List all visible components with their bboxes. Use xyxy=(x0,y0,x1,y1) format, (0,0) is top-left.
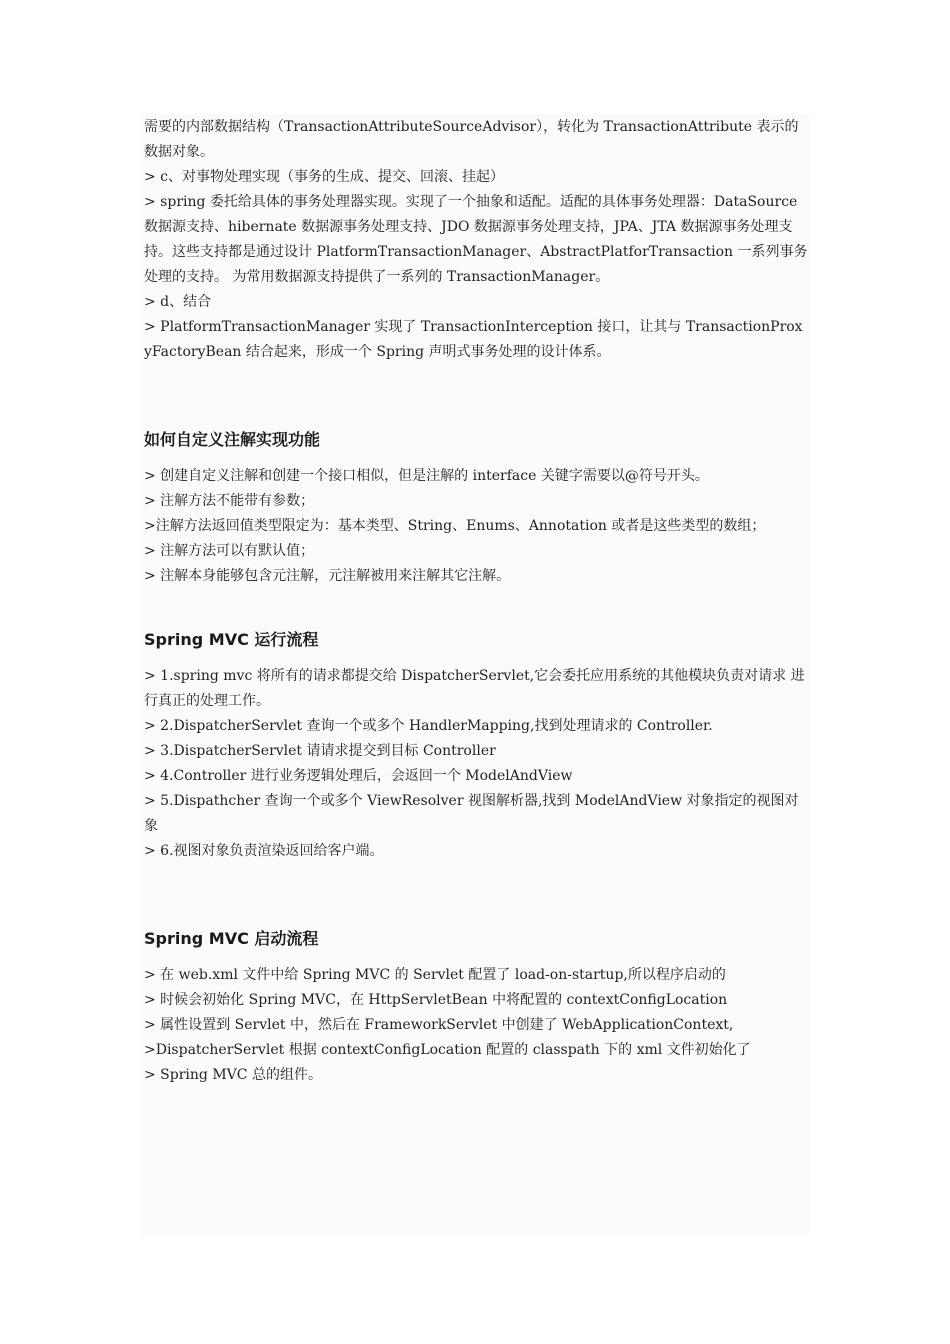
paragraph: > 6.视图对象负责渲染返回给客户端。 xyxy=(144,843,384,859)
paragraph: > PlatformTransactionManager 实现了 TransactionInterception 接口，让其与 TransactionProxyFactoryBean 结合起来，形成一个 Spring 声明式事务处理的设计体系。 xyxy=(144,319,803,360)
paragraph: >注解方法返回值类型限定为：基本类型、String、Enums、Annotation 或者是这些类型的数组； xyxy=(144,518,766,534)
section-heading: Spring MVC 启动流程 xyxy=(144,929,319,948)
section-mvc-start xyxy=(144,926,810,1088)
spacer xyxy=(144,951,810,963)
paragraph: > d、结合 xyxy=(144,294,212,310)
spacer xyxy=(144,864,810,926)
spacer xyxy=(144,452,810,464)
spacer xyxy=(144,589,810,627)
paragraph: > c、对事物处理实现（事务的生成、提交、回滚、挂起） xyxy=(144,169,505,185)
document-content xyxy=(144,115,810,1088)
spacer xyxy=(144,365,810,427)
paragraph: 需要的内部数据结构（TransactionAttributeSourceAdvisor），转化为 TransactionAttribute 表示的数据对象。 xyxy=(144,119,799,160)
paragraph: > 属性设置到 Servlet 中，然后在 FrameworkServlet 中创建了 WebApplicationContext, xyxy=(144,1017,734,1033)
section-heading: 如何自定义注解实现功能 xyxy=(144,430,321,449)
section-heading: Spring MVC 运行流程 xyxy=(144,630,319,649)
paragraph: > 注解方法可以有默认值； xyxy=(144,543,315,559)
section-mvc-flow xyxy=(144,627,810,864)
paragraph: > Spring MVC 总的组件。 xyxy=(144,1067,322,1083)
spacer xyxy=(144,652,810,664)
paragraph: > 在 web.xml 文件中给 Spring MVC 的 Servlet 配置了 load-on-startup,所以程序启动的 xyxy=(144,967,726,983)
paragraph: > 注解方法不能带有参数； xyxy=(144,493,315,509)
paragraph: > 2.DispatcherServlet 查询一个或多个 HandlerMapping,找到处理请求的 Controller. xyxy=(144,718,713,734)
paragraph: > 创建自定义注解和创建一个接口相似，但是注解的 interface 关键字需要以@符号开头。 xyxy=(144,468,709,484)
paragraph: >DispatcherServlet 根据 contextConfigLocation 配置的 classpath 下的 xml 文件初始化了 xyxy=(144,1042,751,1058)
paragraph: > 注解本身能够包含元注解，元注解被用来注解其它注解。 xyxy=(144,568,511,584)
section-transaction xyxy=(144,115,810,365)
paragraph: > 5.Dispathcher 查询一个或多个 ViewResolver 视图解析器,找到 ModelAndView 对象指定的视图对象 xyxy=(144,793,799,834)
paragraph: > 3.DispatcherServlet 请请求提交到目标 Controller xyxy=(144,743,496,759)
paragraph: > spring 委托给具体的事务处理器实现。实现了一个抽象和适配。适配的具体事务处理器：DataSource 数据源支持、hibernate 数据源事务处理支持、JDO 数据源事务处理支持，JPA、JTA 数据源事务处理支持。这些支持都是通过设计 PlatformTransactionManager、AbstractPlatforTransaction 一系列事务处理的支持。 为常用数据源支持提供了一系列的 TransactionManager。 xyxy=(144,194,808,285)
paragraph: > 时候会初始化 Spring MVC，在 HttpServletBean 中将配置的 contextConfigLocation xyxy=(144,992,728,1008)
paragraph: > 4.Controller 进行业务逻辑处理后，会返回一个 ModelAndView xyxy=(144,768,573,784)
paragraph: > 1.spring mvc 将所有的请求都提交给 DispatcherServlet,它会委托应用系统的其他模块负责对请求 进行真正的处理工作。 xyxy=(144,668,805,709)
section-custom-annotation xyxy=(144,427,810,589)
